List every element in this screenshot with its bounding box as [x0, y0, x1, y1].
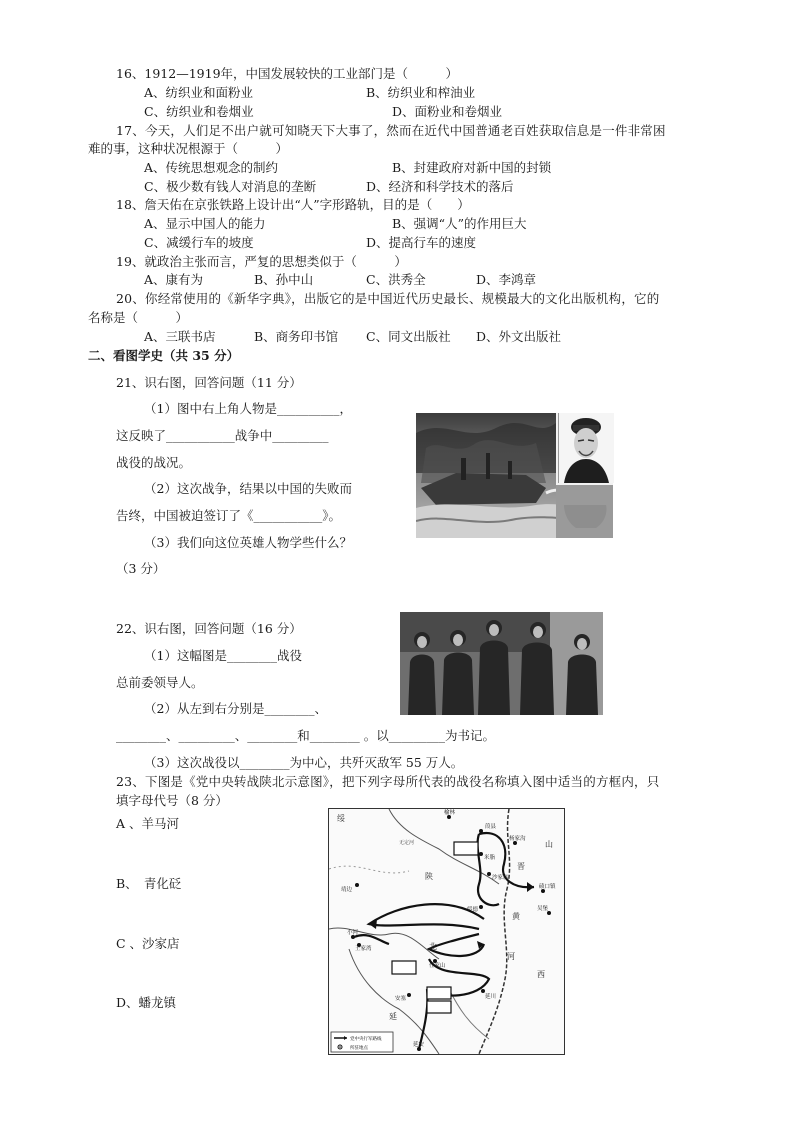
q21-stem: 21、识右图，回答问题（11 分）	[116, 375, 302, 390]
label-yulin: 榆林	[444, 810, 456, 816]
route-arrowheads	[369, 882, 534, 949]
label-region-bei: 北	[429, 942, 437, 951]
q21-line1: （1）图中右上角人物是__________，	[144, 401, 352, 416]
answer-box-4[interactable]	[427, 1001, 451, 1013]
portrait-deng-shichang	[558, 413, 614, 483]
legend-route-label: 党中央行军路线	[350, 1037, 382, 1042]
label-jingbian: 靖边	[341, 887, 353, 893]
label-suide: 绥德	[467, 907, 479, 913]
q18-option-b: B、强调“人”的作用巨大	[392, 216, 527, 231]
legend-site-label: 所驻地点	[350, 1046, 368, 1051]
label-region-shaan: 陕	[425, 872, 433, 881]
q17-option-a: A、传统思想观念的制约	[144, 160, 279, 175]
label-region-huang: 黄	[512, 912, 520, 921]
q20-option-b: B、商务印书馆	[254, 329, 339, 344]
q19-option-c: C、洪秀全	[366, 272, 426, 287]
q21-line6: （3）我们向这位英雄人物学些什么？	[144, 535, 352, 550]
q23-option-b: B、 青化砭	[116, 876, 182, 891]
q17-option-b: B、封建政府对新中国的封锁	[392, 160, 552, 175]
q21-line4: （2）这次战争，结果以中国的失败而	[144, 481, 352, 496]
q17-stem-line1: 17、今天，人们足不出户就可知晓天下大事了，然而在近代中国普通老百姓获取信息是一件非常困	[116, 123, 666, 138]
q18-option-c: C、减缓行车的坡度	[144, 235, 254, 250]
label-yangjiagou: 杨家沟	[509, 836, 526, 842]
q18-option-a: A、显示中国人的能力	[144, 216, 266, 231]
answer-box-1[interactable]	[454, 842, 478, 855]
label-river: 无定河	[399, 840, 415, 846]
label-jiaxian: 葭县	[485, 824, 497, 830]
answer-box-3[interactable]	[427, 987, 451, 999]
label-region-sui: 绥	[337, 814, 345, 823]
q16-option-b: B、纺织业和榨油业	[366, 85, 476, 100]
q23-option-a: A 、羊马河	[116, 816, 180, 831]
q16-option-a: A、纺织业和面粉业	[144, 85, 254, 100]
q19-option-b: B、孙中山	[254, 272, 314, 287]
label-region-he: 河	[507, 952, 515, 961]
q20-stem-line2: 名称是（ ）	[88, 310, 189, 325]
q19-option-d: D、李鸿章	[476, 272, 537, 287]
q21-line7: （3 分）	[116, 561, 166, 576]
label-region-shan: 山	[545, 840, 553, 849]
q22-line2: 总前委领导人。	[116, 675, 204, 690]
q23-option-c: C 、沙家店	[116, 936, 180, 951]
q17-option-d: D、经济和科学技术的落后	[366, 179, 514, 194]
q19-option-a: A、康有为	[144, 272, 204, 287]
q20-stem-line1: 20、你经常使用的《新华字典》，出版它的是中国近代历史最长、规模最大的文化出版机构，它的	[116, 291, 660, 306]
q17-stem-line2: 难的事，这种状况根源于（ ）	[88, 141, 289, 156]
q23-stem-line2: 填字母代号（8 分）	[116, 793, 228, 808]
q21-line5: 告终，中国被迫签订了《___________》。	[116, 508, 342, 523]
label-mizhi: 米脂	[484, 855, 496, 861]
q19-stem: 19、就政治主张而言，严复的思想类似于（ ）	[116, 254, 407, 269]
northern-shaanxi-map	[328, 808, 565, 1055]
label-wubao: 吴堡	[537, 906, 549, 912]
q16-stem: 16、1912—1919年，中国发展较快的工业部门是（ ）	[116, 66, 459, 81]
q17-option-c: C、极少数有钱人对消息的垄断	[144, 179, 317, 194]
label-wangjiawan: 王家湾	[355, 946, 372, 952]
q22-line4: ________、_________、________和________ 。以_________为书记。	[116, 728, 495, 743]
q16-option-d: D、面粉业和卷烟业	[392, 104, 503, 119]
q20-option-c: C、同文出版社	[366, 329, 451, 344]
q23-option-d: D、蟠龙镇	[116, 995, 177, 1010]
route-lines	[354, 833, 534, 1049]
q22-line1: （1）这幅图是________战役	[144, 648, 302, 663]
label-anse: 安塞	[395, 996, 407, 1002]
label-shajiadian: 沙家店	[492, 875, 509, 881]
q20-option-d: D、外文出版社	[476, 329, 562, 344]
label-region-yan: 延	[389, 1012, 397, 1021]
q21-line2: 这反映了___________战争中_________	[116, 428, 329, 443]
q16-option-c: C、纺织业和卷烟业	[144, 104, 254, 119]
label-yanan: 延安	[413, 1042, 425, 1048]
q18-stem: 18、詹天佑在京张铁路上设计出“人”字形路轨，目的是（ ）	[116, 197, 470, 212]
label-yanchuan: 延川	[485, 994, 497, 1000]
wuding-river-line	[389, 809, 499, 884]
q22-line5: （3）这次战役以________为中心，共歼灭敌军 55 万人。	[144, 755, 464, 770]
q18-option-d: D、提高行车的速度	[366, 235, 477, 250]
q22-stem: 22、识右图，回答问题（16 分）	[116, 621, 302, 636]
label-region-xi: 西	[537, 970, 545, 979]
label-region-jin: 晋	[517, 862, 525, 871]
q20-option-a: A、三联书店	[144, 329, 216, 344]
answer-box-2[interactable]	[392, 961, 416, 974]
q21-line3: 战役的战况。	[116, 455, 192, 470]
label-renjiashan: 任家山	[429, 963, 446, 969]
section-title: 二、看图学史（共 35 分）	[88, 348, 240, 363]
label-qikou: 碛口镇	[539, 884, 556, 890]
general-front-committee-photo	[400, 612, 603, 715]
q23-stem-line1: 23、下图是《党中央转战陕北示意图》，把下列字母所代表的战役名称填入图中适当的方框内，只	[116, 774, 660, 789]
label-xiaohe: 小河	[347, 930, 359, 936]
q22-line3: （2）从左到右分别是________、	[144, 701, 327, 716]
